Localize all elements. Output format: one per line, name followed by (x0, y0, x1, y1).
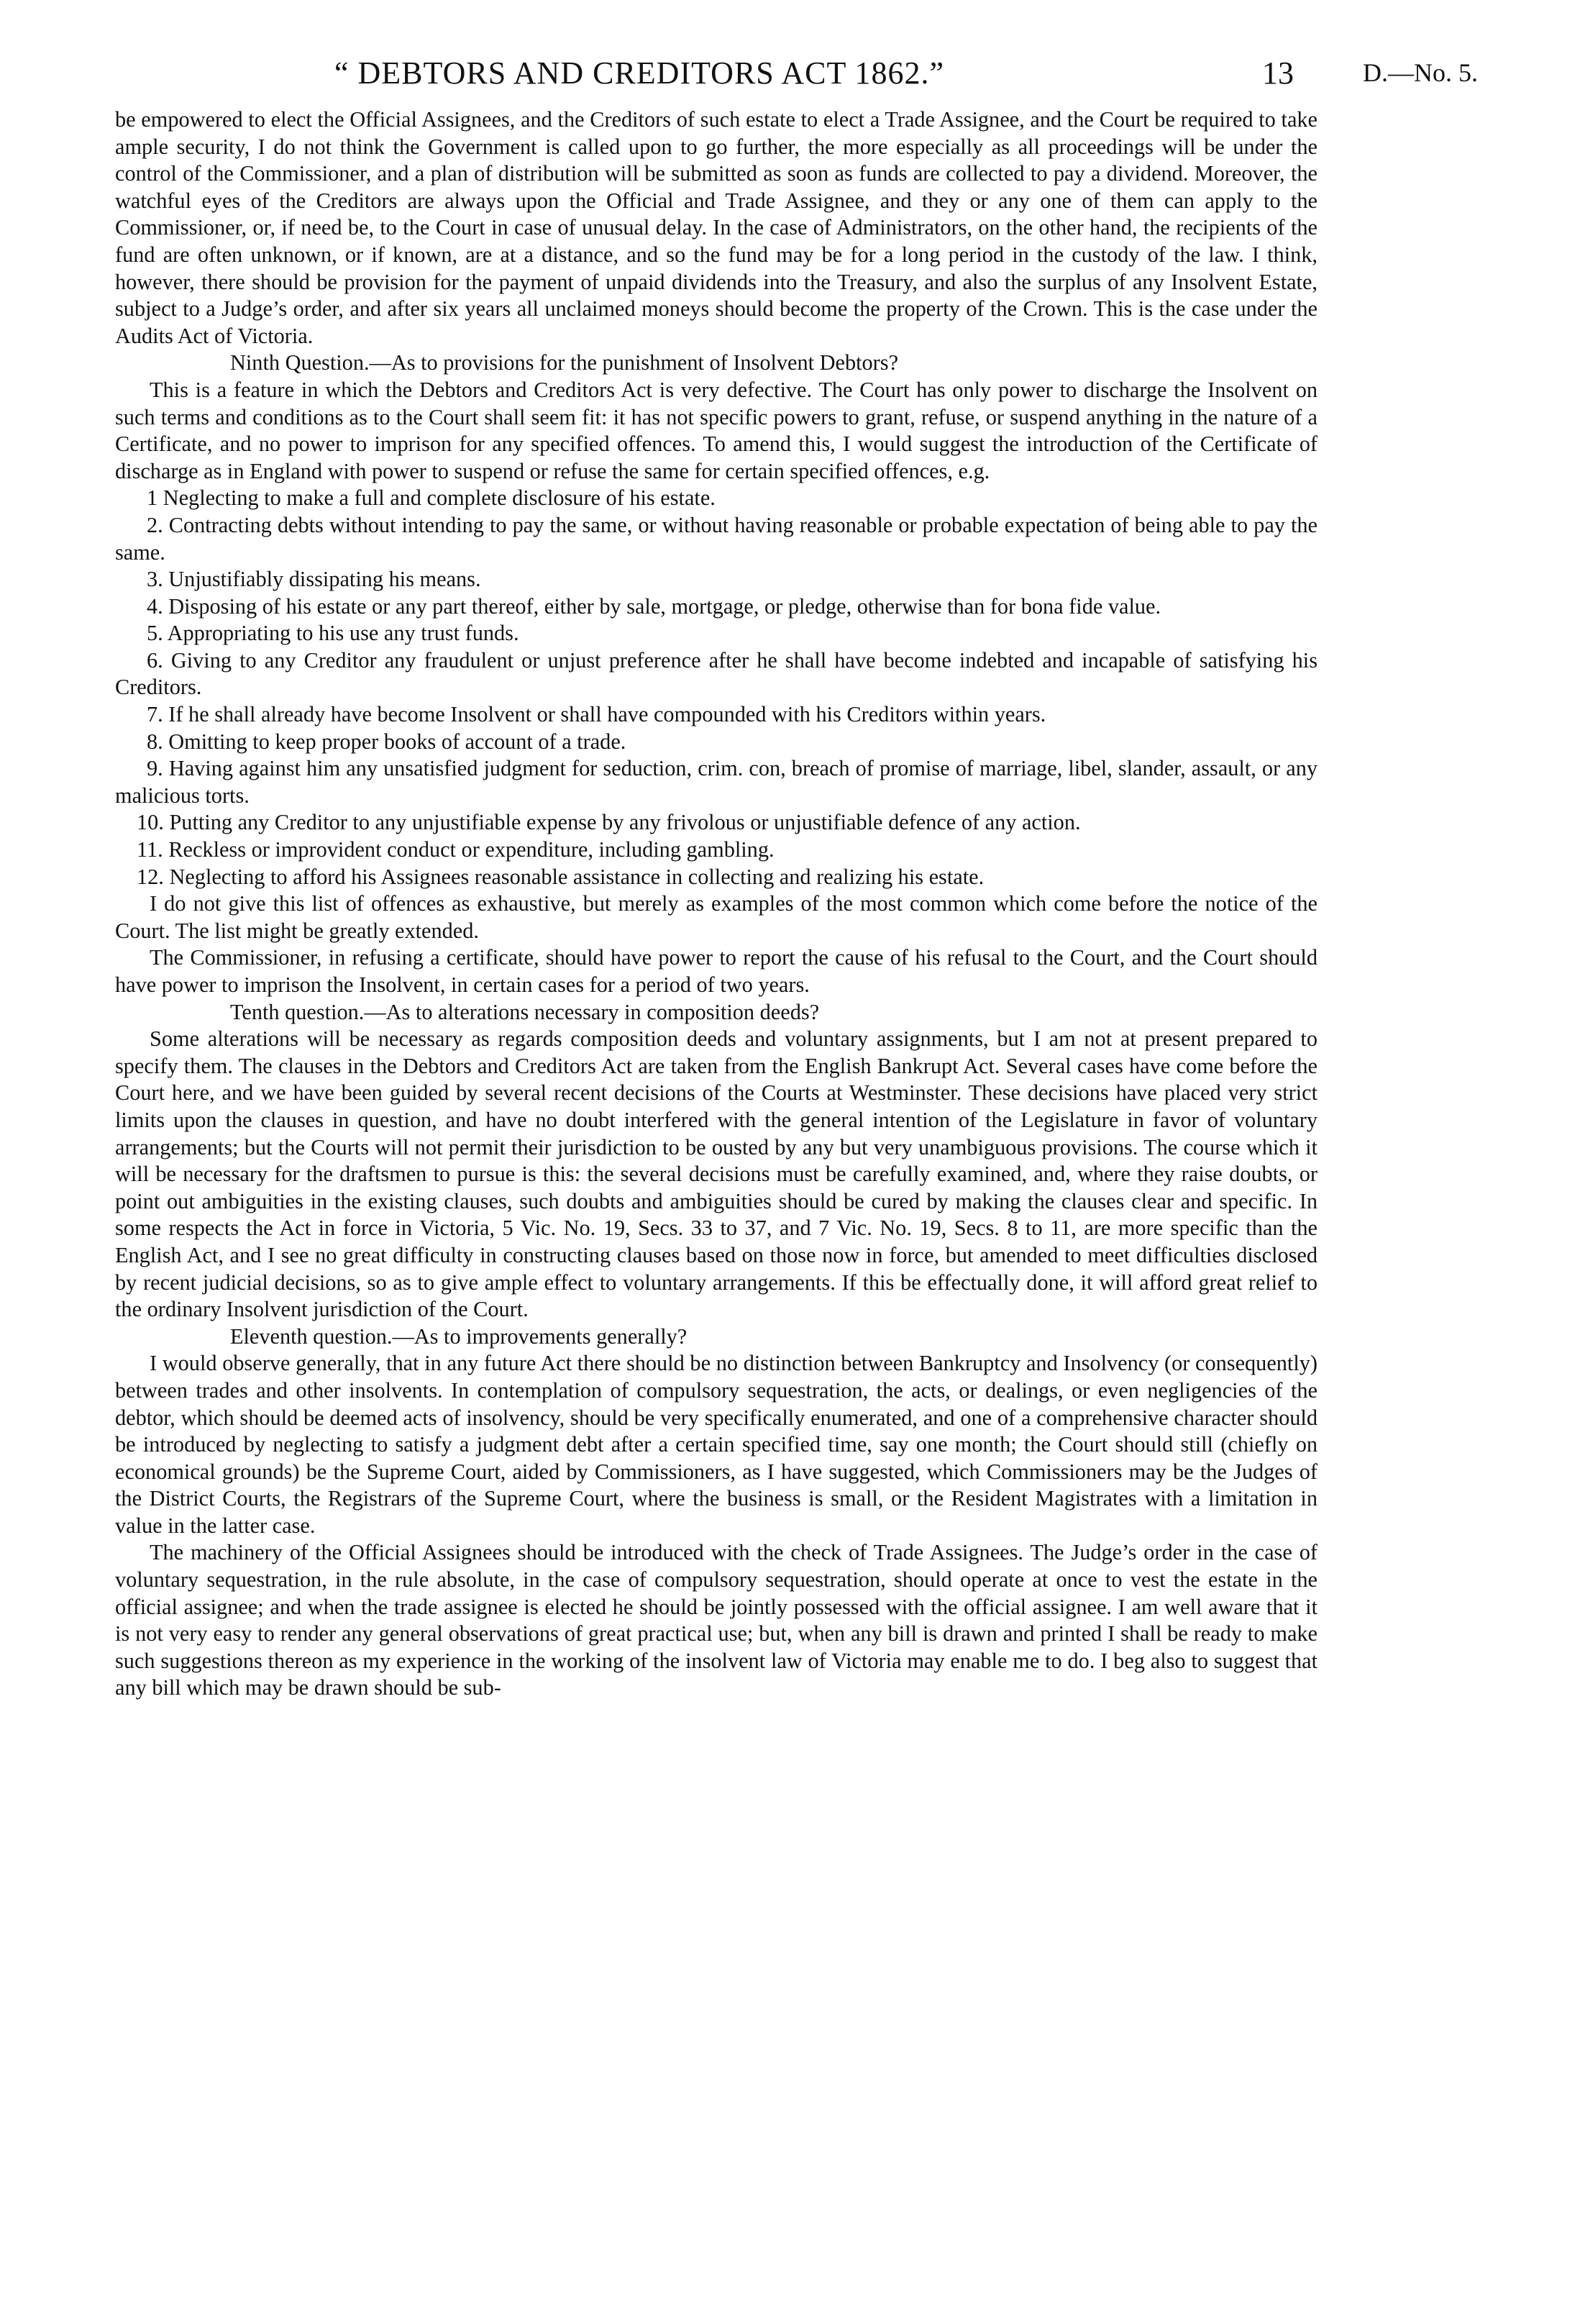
offence-item: 7. If he shall already have become Insolvent or shall have compounded with his Creditors within years. (147, 702, 1046, 727)
offence-item: 6. Giving to any Creditor any fraudulent or unjust preference after he shall have become indebted and incapable of satisfying his Creditors. (115, 647, 1318, 700)
offence-item: 9. Having against him any unsatisfied judgment for seduction, crim. con, breach of promise of marriage, libel, slander, assault, or any malicious torts. (115, 756, 1318, 808)
paragraph: The machinery of the Official Assignees should be introduced with the check of Trade Assignees. The Judge’s order in the case of voluntary sequestration, in the rule absolute, in the case of compulsory sequestration, should operate at once to vest the estate in the official assignee; and when the trade assignee is elected he should be jointly possessed with the official assignee. I am well aware that it is not very easy to render any general observations of great practical use; but, when any bill is drawn and printed I shall be ready to make such suggestions thereon as my experience in the working of the insolvent law of Victoria may enable me to do. I beg also to suggest that any bill which may be drawn should be sub- (115, 1540, 1318, 1700)
page-number: 13 (1262, 55, 1294, 91)
ninth-question-heading: Ninth Question.—As to provisions for the punishment of Insolvent Debtors? (230, 350, 899, 375)
running-title: “ DEBTORS AND CREDITORS ACT 1862.” (334, 55, 945, 91)
offence-item: 10. Putting any Creditor to any unjustifiable expense by any frivolous or unjustifiable defence of any action. (137, 810, 1081, 835)
paragraph-continuation: be empowered to elect the Official Assignees, and the Creditors of such estate to elect a Trade Assignee, and the Court be required to take ample security, I do not think the Government is called upon to go further, the more especially as all proceedings will be under the control of the Commissioner, and a plan of distribution will be submitted as soon as funds are collected to pay a dividend. Moreover, the watchful eyes of the Creditors are always upon the Official and Trade Assignee, and they or any one of them can apply to the Commissioner, or, if need be, to the Court in case of unusual delay. In the case of Administrators, on the other hand, the recipients of the fund are often unknown, or if known, are at a distance, and so the fund may be for a long period in the custody of the law. I think, however, there should be provision for the payment of unpaid dividends into the Treasury, and also the surplus of any Insolvent Estate, subject to a Judge’s order, and after six years all unclaimed moneys should become the property of the Crown. This is the case under the Audits Act of Victoria. (115, 107, 1318, 348)
offence-item: 12. Neglecting to afford his Assignees reasonable assistance in collecting and realizing his estate. (137, 864, 985, 889)
paragraph: I would observe generally, that in any future Act there should be no distinction between Bankruptcy and Insolvency (or consequently) between trades and other insolvents. In contemplation of compulsory sequestration, the acts, or dealings, or even negligencies of the debtor, which should be deemed acts of insolvency, should be very specifically enumerated, and one of a comprehensive character should be introduced by neglecting to satisfy a judgment debt after a certain specified time, say one month; the Court should still (chiefly on economical grounds) be the Supreme Court, aided by Commissioners, as I have suggested, which Commissioners may be the Judges of the District Courts, the Registrars of the Supreme Court, where the business is small, or the Resident Magistrates with a limitation in value in the latter case. (115, 1351, 1318, 1538)
offence-item: 2. Contracting debts without intending to pay the same, or without having reasonable or probable expectation of being able to pay the same. (115, 512, 1318, 565)
page-header (0, 55, 1580, 98)
page-body (115, 106, 1318, 1702)
tenth-question-heading: Tenth question.—As to alterations necessary in composition deeds? (230, 999, 820, 1024)
offence-item: 3. Unjustifiably dissipating his means. (147, 567, 481, 592)
paragraph: Some alterations will be necessary as regards composition deeds and voluntary assignments, but I am not at present prepared to specify them. The clauses in the Debtors and Creditors Act are taken from the English Bankrupt Act. Several cases have come before the Court here, and we have been guided by several recent decisions of the Courts at Westminster. These decisions have placed very strict limits upon the clauses in question, and have no doubt interfered with the general intention of the Legislature in favor of voluntary arrangements; but the Courts will not permit their jurisdiction to be ousted by any but very unambiguous provisions. The course which it will be necessary for the draftsmen to pursue is this: the several decisions must be carefully examined, and, where they raise doubts, or point out ambiguities in the existing clauses, such doubts and ambiguities should be cured by making the clauses clear and specific. In some respects the Act in force in Victoria, 5 Vic. No. 19, Secs. 33 to 37, and 7 Vic. No. 19, Secs. 8 to 11, are more specific than the English Act, and I see no great difficulty in constructing clauses based on those now in force, but amended to meet difficulties disclosed by recent judicial decisions, so as to give ample effect to voluntary arrangements. If this be effectually done, it will afford great relief to the ordinary Insolvent jurisdiction of the Court. (115, 1026, 1318, 1322)
offence-item: 1 Neglecting to make a full and complete disclosure of his estate. (147, 486, 716, 511)
document-reference: D.—No. 5. (1363, 58, 1478, 87)
offence-item: 11. Reckless or improvident conduct or expenditure, including gambling. (137, 837, 775, 862)
offence-item: 8. Omitting to keep proper books of account of a trade. (147, 729, 626, 754)
eleventh-question-heading: Eleventh question.—As to improvements generally? (230, 1323, 688, 1349)
paragraph: I do not give this list of offences as exhaustive, but merely as examples of the most common which come before the notice of the Court. The list might be greatly extended. (115, 891, 1318, 943)
offence-item: 5. Appropriating to his use any trust funds. (147, 621, 519, 646)
paragraph: This is a feature in which the Debtors and Creditors Act is very defective. The Court has only power to discharge the Insolvent on such terms and conditions as to the Court shall seem fit: it has not specific powers to grant, refuse, or suspend anything in the nature of a Certificate, and no power to imprison for any specified offences. To amend this, I would suggest the introduction of the Certificate of discharge as in England with power to suspend or refuse the same for certain specified offences, e.g. (115, 377, 1318, 483)
paragraph: The Commissioner, in refusing a certificate, should have power to report the cause of his refusal to the Court, and the Court should have power to imprison the Insolvent, in certain cases for a period of two years. (115, 945, 1318, 997)
offence-item: 4. Disposing of his estate or any part thereof, either by sale, mortgage, or pledge, otherwise than for bona fide value. (147, 593, 1161, 619)
